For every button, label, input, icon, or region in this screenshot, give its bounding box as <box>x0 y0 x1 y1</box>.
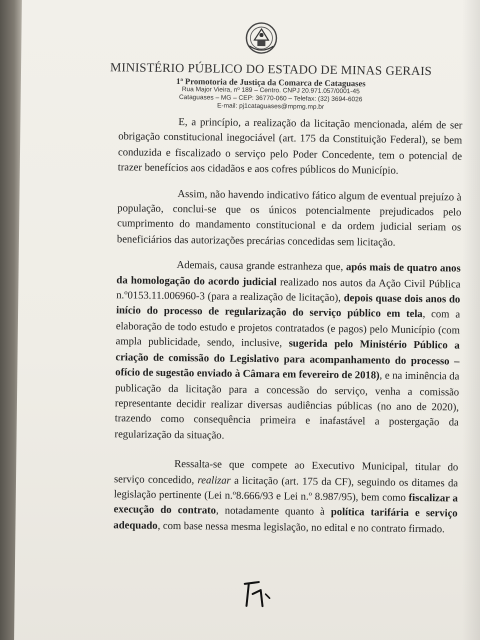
page-shadow <box>462 0 480 640</box>
text-segment: realizar <box>197 474 231 487</box>
text-segment: a licitação (art. 175 da CF), seguindo os ditames da legislação pertinente (Lei n.º8.666/93 e Lei n.º 8.987/95), bem como <box>113 475 459 504</box>
text-segment: política tarifária e serviço adequado <box>113 507 458 532</box>
handwritten-initial-icon <box>238 572 278 612</box>
document-page <box>14 0 480 640</box>
paragraph-2 <box>117 186 462 252</box>
text-segment: Ressalta-se que compete ao Executivo Municipal, titular do serviço concedido, <box>113 459 459 486</box>
document-body <box>113 114 462 547</box>
email-line: E-mail: pj1cataguases@mpmg.mp.br <box>217 102 325 111</box>
paragraph-1 <box>118 114 463 180</box>
institution-title: MINISTÉRIO PÚBLICO DO ESTADO DE MINAS GERAIS <box>110 60 432 79</box>
address-line-2: Cataguases – MG – CEP: 36770-060 – Telefax: (32) 3694-6026 <box>178 94 363 104</box>
text-segment: depois quase dois anos do início do processo de regularização do serviço público em tela <box>116 293 461 321</box>
paragraph-4 <box>113 456 458 537</box>
text-segment: sugerida pelo Ministério Público a criação de comissão do Legislativo para acompanhamento do processo – ofício de sugestão enviado à Câmara em fevereiro de 2018) <box>115 338 460 382</box>
text-segment: , com a elaboração de todo estudo e projetos contratados (e pagos) pelo Município (com ampla publicidade, sendo, inclusive, <box>115 309 461 350</box>
text-segment: E, a princípio, a realização da licitação mencionada, além de ser obrigação constitucional inegociável (art. 175 da Constituição Federal), se bem conduzida e fiscalizado o serviço pelo Poder Concedente, tem o potencial de trazer benefícios aos cidadãos e aos cofres públicos do Município. <box>117 117 463 177</box>
text-segment: realizado nos autos da Ação Civil Pública n.º0153.11.006960-3 (para a realização de licitação), <box>116 276 461 305</box>
text-segment: fiscalizar a execução do contrato <box>113 492 458 517</box>
text-segment: Assim, não havendo indicativo fático algum de eventual prejuízo à população, conclui-se que os únicos potencialmente prejudicados pelo cumprimento do mandamento constitucional e da ordem judicial seriam os beneficiários das autorizações precárias concedidas sem licitação. <box>116 188 462 249</box>
coat-of-arms-icon <box>243 20 279 56</box>
text-segment: , e na iminência da publicação da licitação para a concessão do serviço, venha a comissão representante decidir realizar diversas audiências públicas (no ano de 2020), trazendo como consequência primeira e inafastável a postergação da regularização da situação. <box>114 370 460 442</box>
office-name: 1ª Promotoria de Justiça da Comarca de Cataguases <box>176 76 366 89</box>
address-line-1: Rua Major Vieira, nº 189 – Centro. CNPJ 20.971.057/0001-45 <box>181 86 360 96</box>
text-segment: , notadamente quanto à <box>215 505 331 519</box>
paragraph-3 <box>114 258 460 447</box>
letterhead <box>81 60 462 114</box>
text-segment: , com base nessa mesma legislação, no edital e no contrato firmado. <box>157 520 445 536</box>
text-segment: após mais de quatro anos da homologação do acordo judicial <box>116 262 461 288</box>
text-segment: Ademais, causa grande estranheza que, <box>176 260 347 274</box>
